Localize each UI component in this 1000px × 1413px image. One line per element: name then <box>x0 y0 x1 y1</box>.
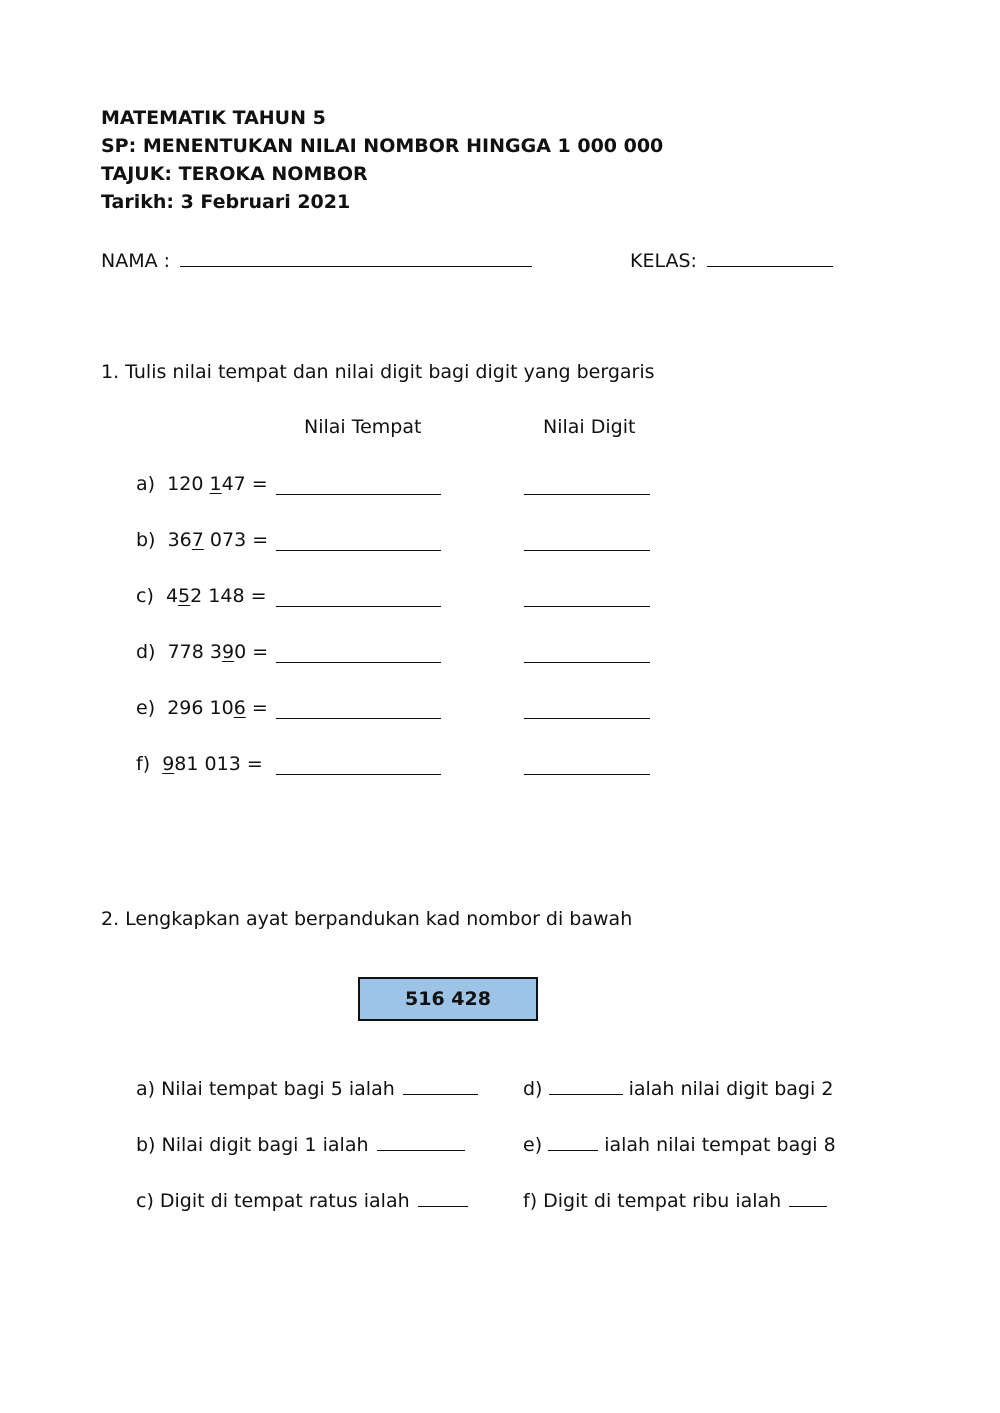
header-topic: TAJUK: TEROKA NOMBOR <box>101 163 368 185</box>
number-part: 296 10 <box>167 697 234 719</box>
answer-blank-tempat-a[interactable] <box>276 476 441 495</box>
q2-item-b-text: b) Nilai digit bagi 1 ialah <box>136 1134 369 1156</box>
answer-blank-q2d[interactable] <box>549 1076 623 1095</box>
q1-item-a <box>136 473 268 495</box>
q2-item-d-text: ialah nilai digit bagi 2 <box>628 1078 834 1100</box>
answer-blank-tempat-b[interactable] <box>276 532 441 551</box>
nama-label: NAMA : <box>101 250 171 272</box>
item-label: a) <box>136 473 156 495</box>
q2-item-b <box>136 1132 465 1156</box>
number-part: 120 <box>167 473 210 495</box>
nama-blank[interactable] <box>180 248 532 267</box>
underlined-digit: 9 <box>162 753 175 775</box>
answer-blank-digit-f[interactable] <box>524 756 650 775</box>
q1-item-f <box>136 753 263 775</box>
q1-item-d <box>136 641 268 663</box>
answer-blank-q2f[interactable] <box>789 1188 827 1207</box>
item-label: b) <box>136 529 156 551</box>
item-label: d) <box>136 641 156 663</box>
number-part: 36 <box>167 529 192 551</box>
answer-blank-digit-a[interactable] <box>524 476 650 495</box>
q1-item-e <box>136 697 268 719</box>
q2-item-f-text: f) Digit di tempat ribu ialah <box>523 1190 782 1212</box>
kelas-field <box>630 248 833 272</box>
number-part: 073 = <box>203 529 269 551</box>
q2-item-a <box>136 1076 478 1100</box>
answer-blank-tempat-d[interactable] <box>276 644 441 663</box>
item-label: c) <box>136 585 154 607</box>
answer-blank-q2c[interactable] <box>418 1188 468 1207</box>
number-part: 0 = <box>234 641 269 663</box>
q1-col-nilai-digit: Nilai Digit <box>543 416 636 438</box>
number-part: 2 148 = <box>190 585 267 607</box>
q2-item-d <box>523 1076 833 1100</box>
answer-blank-tempat-e[interactable] <box>276 700 441 719</box>
q2-item-a-text: a) Nilai tempat bagi 5 ialah <box>136 1078 395 1100</box>
number-card-value: 516 428 <box>405 988 491 1010</box>
number-part: 4 <box>165 585 179 607</box>
answer-blank-q2e[interactable] <box>548 1132 598 1151</box>
underlined-digit: 1 <box>209 473 222 495</box>
q2-item-d-label: d) <box>523 1078 543 1100</box>
item-label: e) <box>136 697 156 719</box>
item-label: f) <box>136 753 151 775</box>
answer-blank-digit-d[interactable] <box>524 644 650 663</box>
underlined-digit: 7 <box>191 529 204 551</box>
underlined-digit: 5 <box>178 585 191 607</box>
q1-col-nilai-tempat: Nilai Tempat <box>304 416 422 438</box>
answer-blank-digit-e[interactable] <box>524 700 650 719</box>
q2-item-c-text: c) Digit di tempat ratus ialah <box>136 1190 410 1212</box>
answer-blank-q2a[interactable] <box>403 1076 478 1095</box>
number-part: 47 = <box>221 473 268 495</box>
header-title: MATEMATIK TAHUN 5 <box>101 107 326 129</box>
q1-item-c <box>136 585 267 607</box>
number-card <box>358 977 538 1021</box>
number-part: 778 3 <box>167 641 222 663</box>
number-part: = <box>245 697 268 719</box>
q2-item-c <box>136 1188 468 1212</box>
header-sp: SP: MENENTUKAN NILAI NOMBOR HINGGA 1 000 000 <box>101 135 664 157</box>
kelas-label: KELAS: <box>630 250 697 272</box>
header-date: Tarikh: 3 Februari 2021 <box>101 191 351 213</box>
kelas-blank[interactable] <box>707 248 833 267</box>
number-part: 81 013 = <box>174 753 263 775</box>
underlined-digit: 9 <box>221 641 235 663</box>
q2-instruction: 2. Lengkapkan ayat berpandukan kad nombor di bawah <box>101 908 633 930</box>
answer-blank-tempat-c[interactable] <box>276 588 441 607</box>
answer-blank-digit-c[interactable] <box>524 588 650 607</box>
q1-instruction: 1. Tulis nilai tempat dan nilai digit bagi digit yang bergaris <box>101 361 655 383</box>
q1-item-b <box>136 529 268 551</box>
q2-item-e-text: ialah nilai tempat bagi 8 <box>604 1134 836 1156</box>
underlined-digit: 6 <box>233 697 246 719</box>
answer-blank-tempat-f[interactable] <box>276 756 441 775</box>
q2-item-e <box>523 1132 836 1156</box>
q2-item-f <box>523 1188 827 1212</box>
nama-field <box>101 248 532 272</box>
answer-blank-digit-b[interactable] <box>524 532 650 551</box>
answer-blank-q2b[interactable] <box>377 1132 465 1151</box>
q2-item-e-label: e) <box>523 1134 543 1156</box>
